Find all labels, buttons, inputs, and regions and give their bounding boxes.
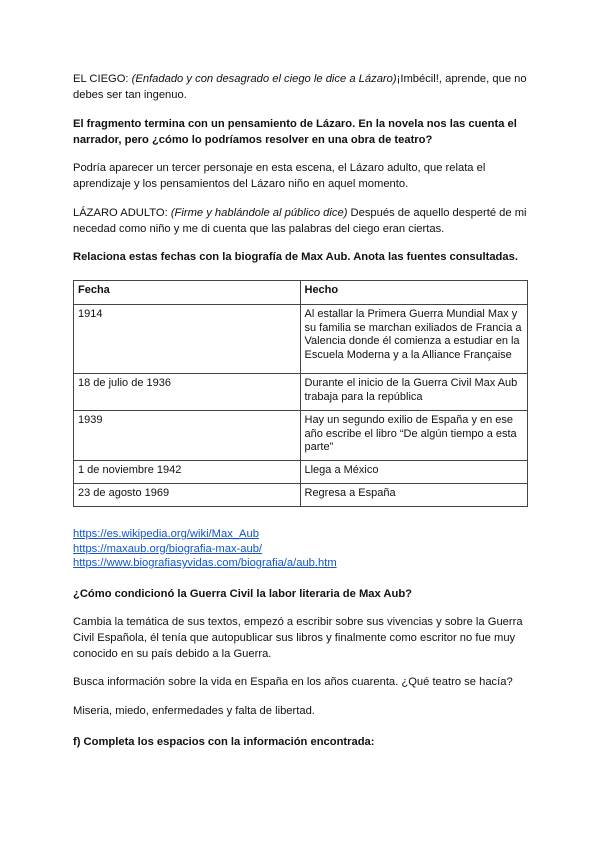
dialogue-lazaro	[73, 205, 533, 237]
cell-fecha: 23 de agosto 1969	[74, 484, 301, 507]
answer-anos-cuarenta: Miseria, miedo, enfermedades y falta de libertad.	[73, 705, 315, 717]
source-link-wikipedia[interactable]: https://es.wikipedia.org/wiki/Max_Aub	[73, 528, 259, 540]
table-row	[74, 374, 528, 411]
answer-guerra-civil: Cambia la temática de sus textos, empezó a escribir sobre sus vivencias y sobre la Guerra Civil Española, él tenía que autopublicar sus libros y finalmente como escritor no fue muy conocido en su país debido a la Guerra.	[73, 616, 523, 660]
stage-direction-ciego: (Enfadado y con desagrado el ciego le dice a Lázaro)	[131, 73, 397, 85]
cell-hecho: Hay un segundo exilio de España y en ese año escribe el libro “De algún tiempo a esta parte”	[300, 411, 528, 461]
cell-fecha: 18 de julio de 1936	[74, 374, 301, 411]
dialogue-ciego	[73, 71, 533, 103]
question-anos-cuarenta: Busca información sobre la vida en España en los años cuarenta. ¿Qué teatro se hacía?	[73, 676, 513, 688]
line-lazaro: Después de aquello desperté de mi necedad como niño y me di cuenta que las palabras del ciego eran ciertas.	[73, 207, 527, 235]
table-row	[74, 411, 528, 461]
header-hecho: Hecho	[300, 281, 528, 305]
question-fechas: Relaciona estas fechas con la biografía de Max Aub. Anota las fuentes consultadas.	[73, 251, 518, 263]
table-row	[74, 305, 528, 374]
cell-fecha: 1914	[74, 305, 301, 374]
table-header-row	[74, 281, 528, 305]
table-row	[74, 484, 528, 507]
cell-fecha: 1 de noviembre 1942	[74, 461, 301, 484]
source-link-maxaub[interactable]: https://maxaub.org/biografia-max-aub/	[73, 542, 263, 555]
speaker-ciego: EL CIEGO:	[73, 73, 132, 85]
sources-list	[73, 527, 533, 571]
question-fragmento: El fragmento termina con un pensamiento de Lázaro. En la novela nos las cuenta el narrador, pero ¿cómo lo podríamos resolver en una obra de teatro?	[73, 118, 517, 146]
cell-hecho: Llega a México	[300, 461, 528, 484]
cell-hecho: Durante el inicio de la Guerra Civil Max Aub trabaja para la república	[300, 374, 528, 411]
cell-hecho: Regresa a España	[300, 484, 528, 507]
cell-hecho: Al estallar la Primera Guerra Mundial Max y su familia se marchan exiliados de Francia a Valencia donde él comienza a estudiar en la Escuela Moderna y a la Alliance Française	[300, 305, 528, 374]
question-completa: f) Completa los espacios con la información encontrada:	[73, 736, 375, 748]
table-row	[74, 461, 528, 484]
header-fecha: Fecha	[74, 281, 301, 305]
biography-table	[73, 280, 528, 507]
stage-direction-lazaro: (Firme y hablándole al público dice)	[170, 207, 348, 219]
line-ciego: ¡Imbécil!, aprende, que no debes ser tan ingenuo.	[73, 73, 527, 101]
source-link-biografias[interactable]: https://www.biografiasyvidas.com/biografia/a/aub.htm	[73, 557, 337, 569]
question-guerra-civil: ¿Cómo condicionó la Guerra Civil la labor literaria de Max Aub?	[73, 588, 413, 600]
cell-fecha: 1939	[74, 411, 301, 461]
answer-fragmento: Podría aparecer un tercer personaje en esta escena, el Lázaro adulto, que relata el aprendizaje y los pensamientos del Lázaro niño en aquel momento.	[73, 162, 486, 190]
speaker-lazaro: LÁZARO ADULTO:	[73, 207, 171, 219]
